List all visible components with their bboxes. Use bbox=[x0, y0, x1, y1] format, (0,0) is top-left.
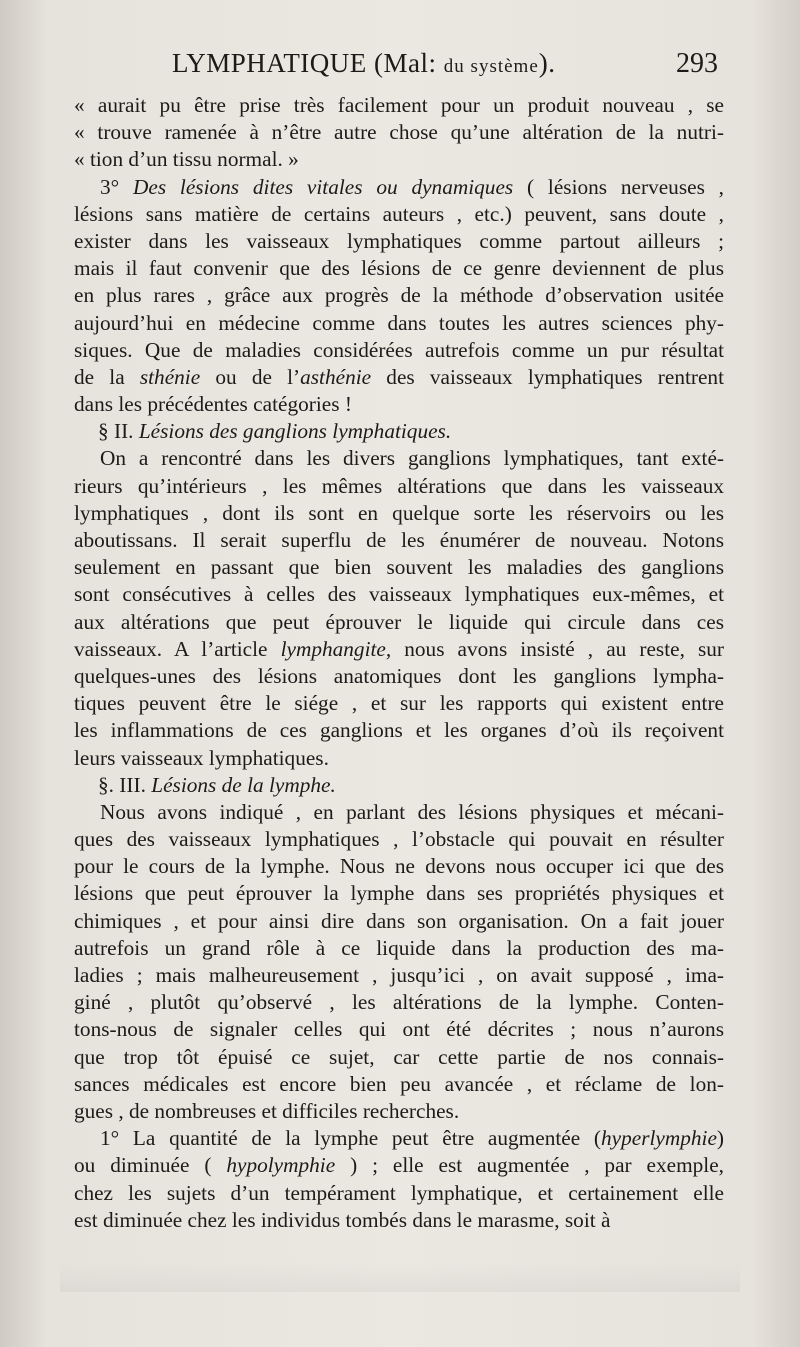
text-run: tiques peuvent être le siége , et sur les rapports qui existent entre bbox=[74, 691, 724, 716]
text-run: gues , de nombreuses et difficiles recherches. bbox=[74, 1098, 460, 1123]
text-run: les inflammations de ces ganglions et les organes d’où ils reçoivent bbox=[74, 718, 724, 743]
text-line-31 bbox=[74, 908, 724, 935]
text-run: vaisseaux. A l’article bbox=[74, 636, 281, 661]
text-run: Nous avons indiqué , en parlant des lésions physiques et mécani- bbox=[100, 799, 724, 824]
text-run: sances médicales est encore bien peu avancée , et réclame de lon- bbox=[74, 1071, 724, 1096]
text-run: chimiques , et pour ainsi dire dans son organisation. On a fait jouer bbox=[74, 908, 724, 933]
text-line-19 bbox=[74, 581, 724, 608]
text-run: ) bbox=[716, 1126, 724, 1151]
title-subject: du système bbox=[443, 56, 539, 77]
text-line-42 bbox=[74, 1207, 724, 1234]
italic-run: Lésions de la lymphe. bbox=[151, 772, 336, 797]
text-run: autrefois un grand rôle à ce liquide dans la production des ma- bbox=[74, 935, 724, 960]
text-line-40 bbox=[74, 1152, 724, 1179]
text-run: rieurs qu’intérieurs , les mêmes altérations que dans les vaisseaux bbox=[74, 473, 724, 498]
text-line-26 bbox=[74, 772, 724, 799]
text-run: quelques-unes des lésions anatomiques dont les ganglions lympha- bbox=[74, 663, 724, 688]
italic-run: sthénie bbox=[139, 364, 201, 389]
text-run: ou de l’ bbox=[200, 364, 301, 389]
text-run: 3° bbox=[100, 174, 133, 199]
text-line-38 bbox=[74, 1098, 724, 1125]
text-line-30 bbox=[74, 880, 724, 907]
text-run: « trouve ramenée à n’être autre chose qu’une altération de la nutri- bbox=[74, 120, 724, 145]
text-run: nous avons insisté , au reste, sur bbox=[391, 636, 724, 661]
text-line-5 bbox=[74, 201, 724, 228]
text-line-16 bbox=[74, 500, 724, 527]
text-run: seulement en passant que bien souvent les maladies des ganglions bbox=[74, 555, 724, 580]
title-close: ). bbox=[538, 48, 556, 78]
text-run: tons-nous de signaler celles qui ont été décrites ; nous n’aurons bbox=[74, 1017, 724, 1042]
text-line-36 bbox=[74, 1044, 724, 1071]
text-line-25 bbox=[74, 745, 724, 772]
text-line-7 bbox=[74, 255, 724, 282]
text-run: des vaisseaux lymphatiques rentrent bbox=[371, 364, 724, 389]
text-run: « aurait pu être prise très facilement pour un produit nouveau , se bbox=[74, 93, 724, 117]
text-run: « tion d’un tissu normal. » bbox=[74, 147, 299, 172]
text-line-18 bbox=[74, 554, 724, 581]
text-line-8 bbox=[74, 282, 724, 309]
title-colon: : bbox=[428, 48, 444, 78]
text-run: 1° La quantité de la lymphe peut être augmentée ( bbox=[100, 1126, 601, 1151]
italic-run: hypolymphie bbox=[226, 1153, 336, 1178]
page-number: 293 bbox=[676, 48, 718, 79]
text-line-1 bbox=[74, 92, 724, 119]
text-line-2 bbox=[74, 119, 724, 146]
text-run: est diminuée chez les individus tombés dans le marasme, soit à bbox=[74, 1207, 611, 1232]
text-line-27 bbox=[74, 799, 724, 826]
text-line-22 bbox=[74, 663, 724, 690]
text-run: aux altérations que peut éprouver le liquide qui circule dans ces bbox=[74, 609, 724, 634]
title-open: (Mal bbox=[366, 48, 429, 78]
text-line-32 bbox=[74, 935, 724, 962]
text-line-15 bbox=[74, 473, 724, 500]
text-run: exister dans les vaisseaux lymphatiques comme partout ailleurs ; bbox=[74, 228, 724, 253]
italic-run: hyperlymphie bbox=[601, 1126, 717, 1151]
text-line-24 bbox=[74, 717, 724, 744]
text-run: lésions que peut éprouver la lymphe dans ses propriétés physiques et bbox=[74, 881, 724, 906]
text-line-9 bbox=[74, 310, 724, 337]
text-run: de la bbox=[74, 364, 140, 389]
text-line-17 bbox=[74, 527, 724, 554]
text-run: dans les précédentes catégories ! bbox=[74, 392, 352, 417]
text-run: ou diminuée ( bbox=[74, 1153, 227, 1178]
text-line-14 bbox=[74, 445, 724, 472]
text-run: pour le cours de la lymphe. Nous ne devons nous occuper ici que des bbox=[74, 854, 724, 879]
text-run: § II. bbox=[98, 419, 139, 444]
text-line-20 bbox=[74, 609, 724, 636]
text-line-29 bbox=[74, 853, 724, 880]
text-run: sont consécutives à celles des vaisseaux lymphatiques eux-mêmes, et bbox=[74, 582, 724, 607]
text-run: §. III. bbox=[98, 772, 152, 797]
text-line-37 bbox=[74, 1071, 724, 1098]
text-run: ladies ; mais malheureusement , jusqu’ici , on avait supposé , ima- bbox=[74, 963, 724, 987]
text-line-34 bbox=[74, 989, 724, 1016]
text-line-41 bbox=[74, 1180, 724, 1207]
running-header bbox=[0, 48, 800, 84]
text-run: mais il faut convenir que des lésions de ce genre deviennent de plus bbox=[74, 256, 724, 281]
text-run: en plus rares , grâce aux progrès de la méthode d’observation usitée bbox=[74, 283, 724, 308]
text-run: chez les sujets d’un tempérament lymphatique, et certainement elle bbox=[74, 1180, 724, 1205]
text-run: aujourd’hui en médecine comme dans toutes les autres sciences phy- bbox=[74, 310, 724, 335]
text-run: siques. Que de maladies considérées autrefois comme un pur résultat bbox=[74, 337, 724, 362]
text-run: On a rencontré dans les divers ganglions lymphatiques, tant exté- bbox=[100, 446, 724, 471]
text-line-28 bbox=[74, 826, 724, 853]
text-run: que trop tôt épuisé ce sujet, car cette partie de nos connais- bbox=[74, 1044, 724, 1069]
text-line-35 bbox=[74, 1016, 724, 1043]
italic-run: Des lésions dites vitales ou dynamiques bbox=[132, 174, 514, 199]
text-run: ques des vaisseaux lymphatiques , l’obstacle qui pouvait en résulter bbox=[74, 827, 724, 852]
text-line-10 bbox=[74, 337, 724, 364]
text-run: giné , plutôt qu’observé , les altérations de la lymphe. Conten- bbox=[74, 990, 724, 1015]
text-run: lymphatiques , dont ils sont en quelque sorte les réservoirs ou les bbox=[74, 500, 724, 525]
text-run: lésions sans matière de certains auteurs , etc.) peuvent, sans doute , bbox=[74, 201, 724, 226]
text-line-6 bbox=[74, 228, 724, 255]
text-line-33 bbox=[74, 962, 724, 989]
show-through-bleed bbox=[60, 1262, 740, 1292]
text-run: aboutissans. Il serait superflu de les énumérer de nouveau. Notons bbox=[74, 528, 724, 552]
italic-run: lymphangite, bbox=[280, 636, 392, 661]
text-line-3 bbox=[74, 146, 724, 173]
italic-run: Lésions des ganglions lymphatiques. bbox=[138, 419, 452, 444]
text-line-12 bbox=[74, 391, 724, 418]
text-run: ) ; elle est augmentée , par exemple, bbox=[335, 1153, 724, 1178]
text-run: ( lésions nerveuses , bbox=[513, 174, 724, 199]
text-line-4 bbox=[74, 174, 724, 201]
text-line-39 bbox=[74, 1125, 724, 1152]
text-line-13 bbox=[74, 418, 724, 445]
text-line-21 bbox=[74, 636, 724, 663]
text-line-23 bbox=[74, 690, 724, 717]
text-line-11 bbox=[74, 364, 724, 391]
text-run: leurs vaisseaux lymphatiques. bbox=[74, 745, 329, 770]
running-title bbox=[172, 48, 556, 79]
body-text bbox=[74, 92, 724, 1234]
title-main: LYMPHATIQUE bbox=[172, 48, 367, 78]
italic-run: asthénie bbox=[300, 364, 372, 389]
